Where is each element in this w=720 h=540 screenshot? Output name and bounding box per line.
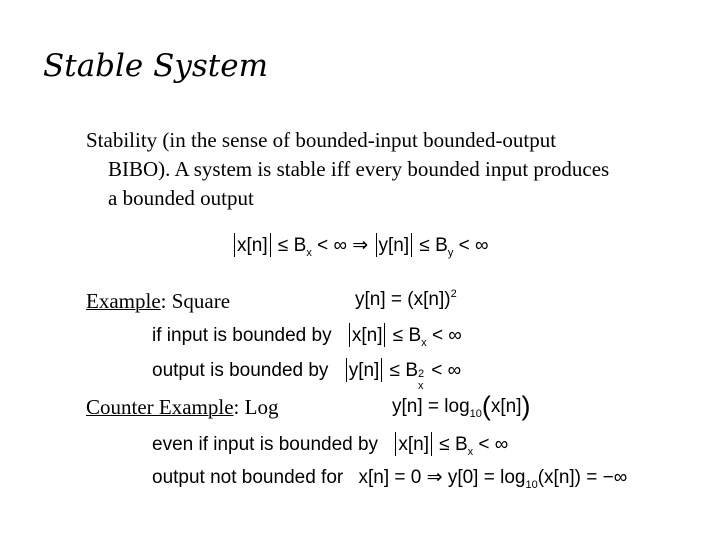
bibo-by: B [435, 235, 448, 256]
square-eq-body: y[n] = (x[n]) [355, 289, 451, 310]
counter-label-rest: : Log [233, 395, 279, 419]
log-output-end: = −∞ [586, 467, 628, 488]
slide-title: Stable System [43, 48, 268, 84]
square-input-x: x[n] [351, 325, 383, 346]
square-output-b-sup: 2 [418, 368, 425, 380]
log-input-text: even if input is bounded by [152, 434, 379, 455]
log-output-unbounded [152, 466, 627, 492]
bibo-by-sub: y [447, 247, 454, 259]
log-eq-open-paren: ( [481, 391, 491, 421]
bibo-bx-sub: x [306, 247, 312, 259]
square-output-bound [152, 358, 462, 392]
log-eq-left: y[n] = log [392, 396, 470, 417]
square-input-text: if input is bounded by [152, 325, 332, 346]
square-output-y: y[n] [348, 360, 380, 381]
log-equation [392, 391, 531, 421]
counter-label-underlined: Counter Example [86, 395, 234, 419]
bibo-y: y[n] [378, 235, 410, 256]
log-input-bound [152, 432, 508, 459]
log-output-inner: (x[n]) [537, 467, 581, 488]
bibo-lt-inf-2: < ∞ [458, 235, 489, 256]
log-eq-base: 10 [469, 408, 482, 420]
square-input-b: ≤ B [392, 325, 422, 346]
stability-definition [86, 126, 696, 213]
log-eq-close-paren: ) [521, 391, 531, 421]
example-label-underlined: Example [86, 289, 161, 313]
square-input-bound [152, 323, 462, 350]
log-input-b: ≤ B [439, 434, 468, 455]
square-eq-exponent: 2 [450, 288, 457, 300]
example-label-rest: : Square [160, 289, 231, 313]
log-input-x: x[n] [398, 434, 429, 455]
square-output-text: output is bounded by [152, 360, 329, 381]
counter-example-label [86, 394, 278, 420]
bibo-bx: B [293, 235, 307, 256]
definition-line-3: a bounded output [108, 186, 254, 210]
square-output-end: < ∞ [431, 360, 462, 381]
definition-line-2: BIBO). A system is stable iff every bounded input produces [108, 157, 610, 181]
bibo-implies: ⇒ [352, 235, 369, 256]
square-input-b-sub: x [421, 337, 427, 349]
square-output-b: ≤ B [389, 360, 418, 381]
square-input-end: < ∞ [431, 325, 462, 346]
bibo-x: x[n] [237, 235, 268, 256]
bibo-lt-inf: < ∞ [317, 235, 348, 256]
log-input-b-sub: x [467, 446, 474, 458]
log-eq-inner: x[n] [490, 396, 522, 417]
bibo-condition: $x[n] \le B_x$ < ∞ ⇒ $y[n] \le B_y$ < ∞ [232, 233, 489, 260]
square-equation [355, 288, 457, 314]
log-output-base: 10 [525, 479, 538, 491]
log-output-expr: x[n] = 0 ⇒ y[0] = log [358, 467, 526, 488]
log-output-text: output not bounded for [152, 467, 344, 488]
definition-line-1: Stability (in the sense of bounded-input bounded-output [86, 128, 557, 152]
example-label [86, 288, 230, 314]
log-input-end: < ∞ [478, 434, 509, 455]
square-output-b-sub: x [418, 380, 424, 392]
